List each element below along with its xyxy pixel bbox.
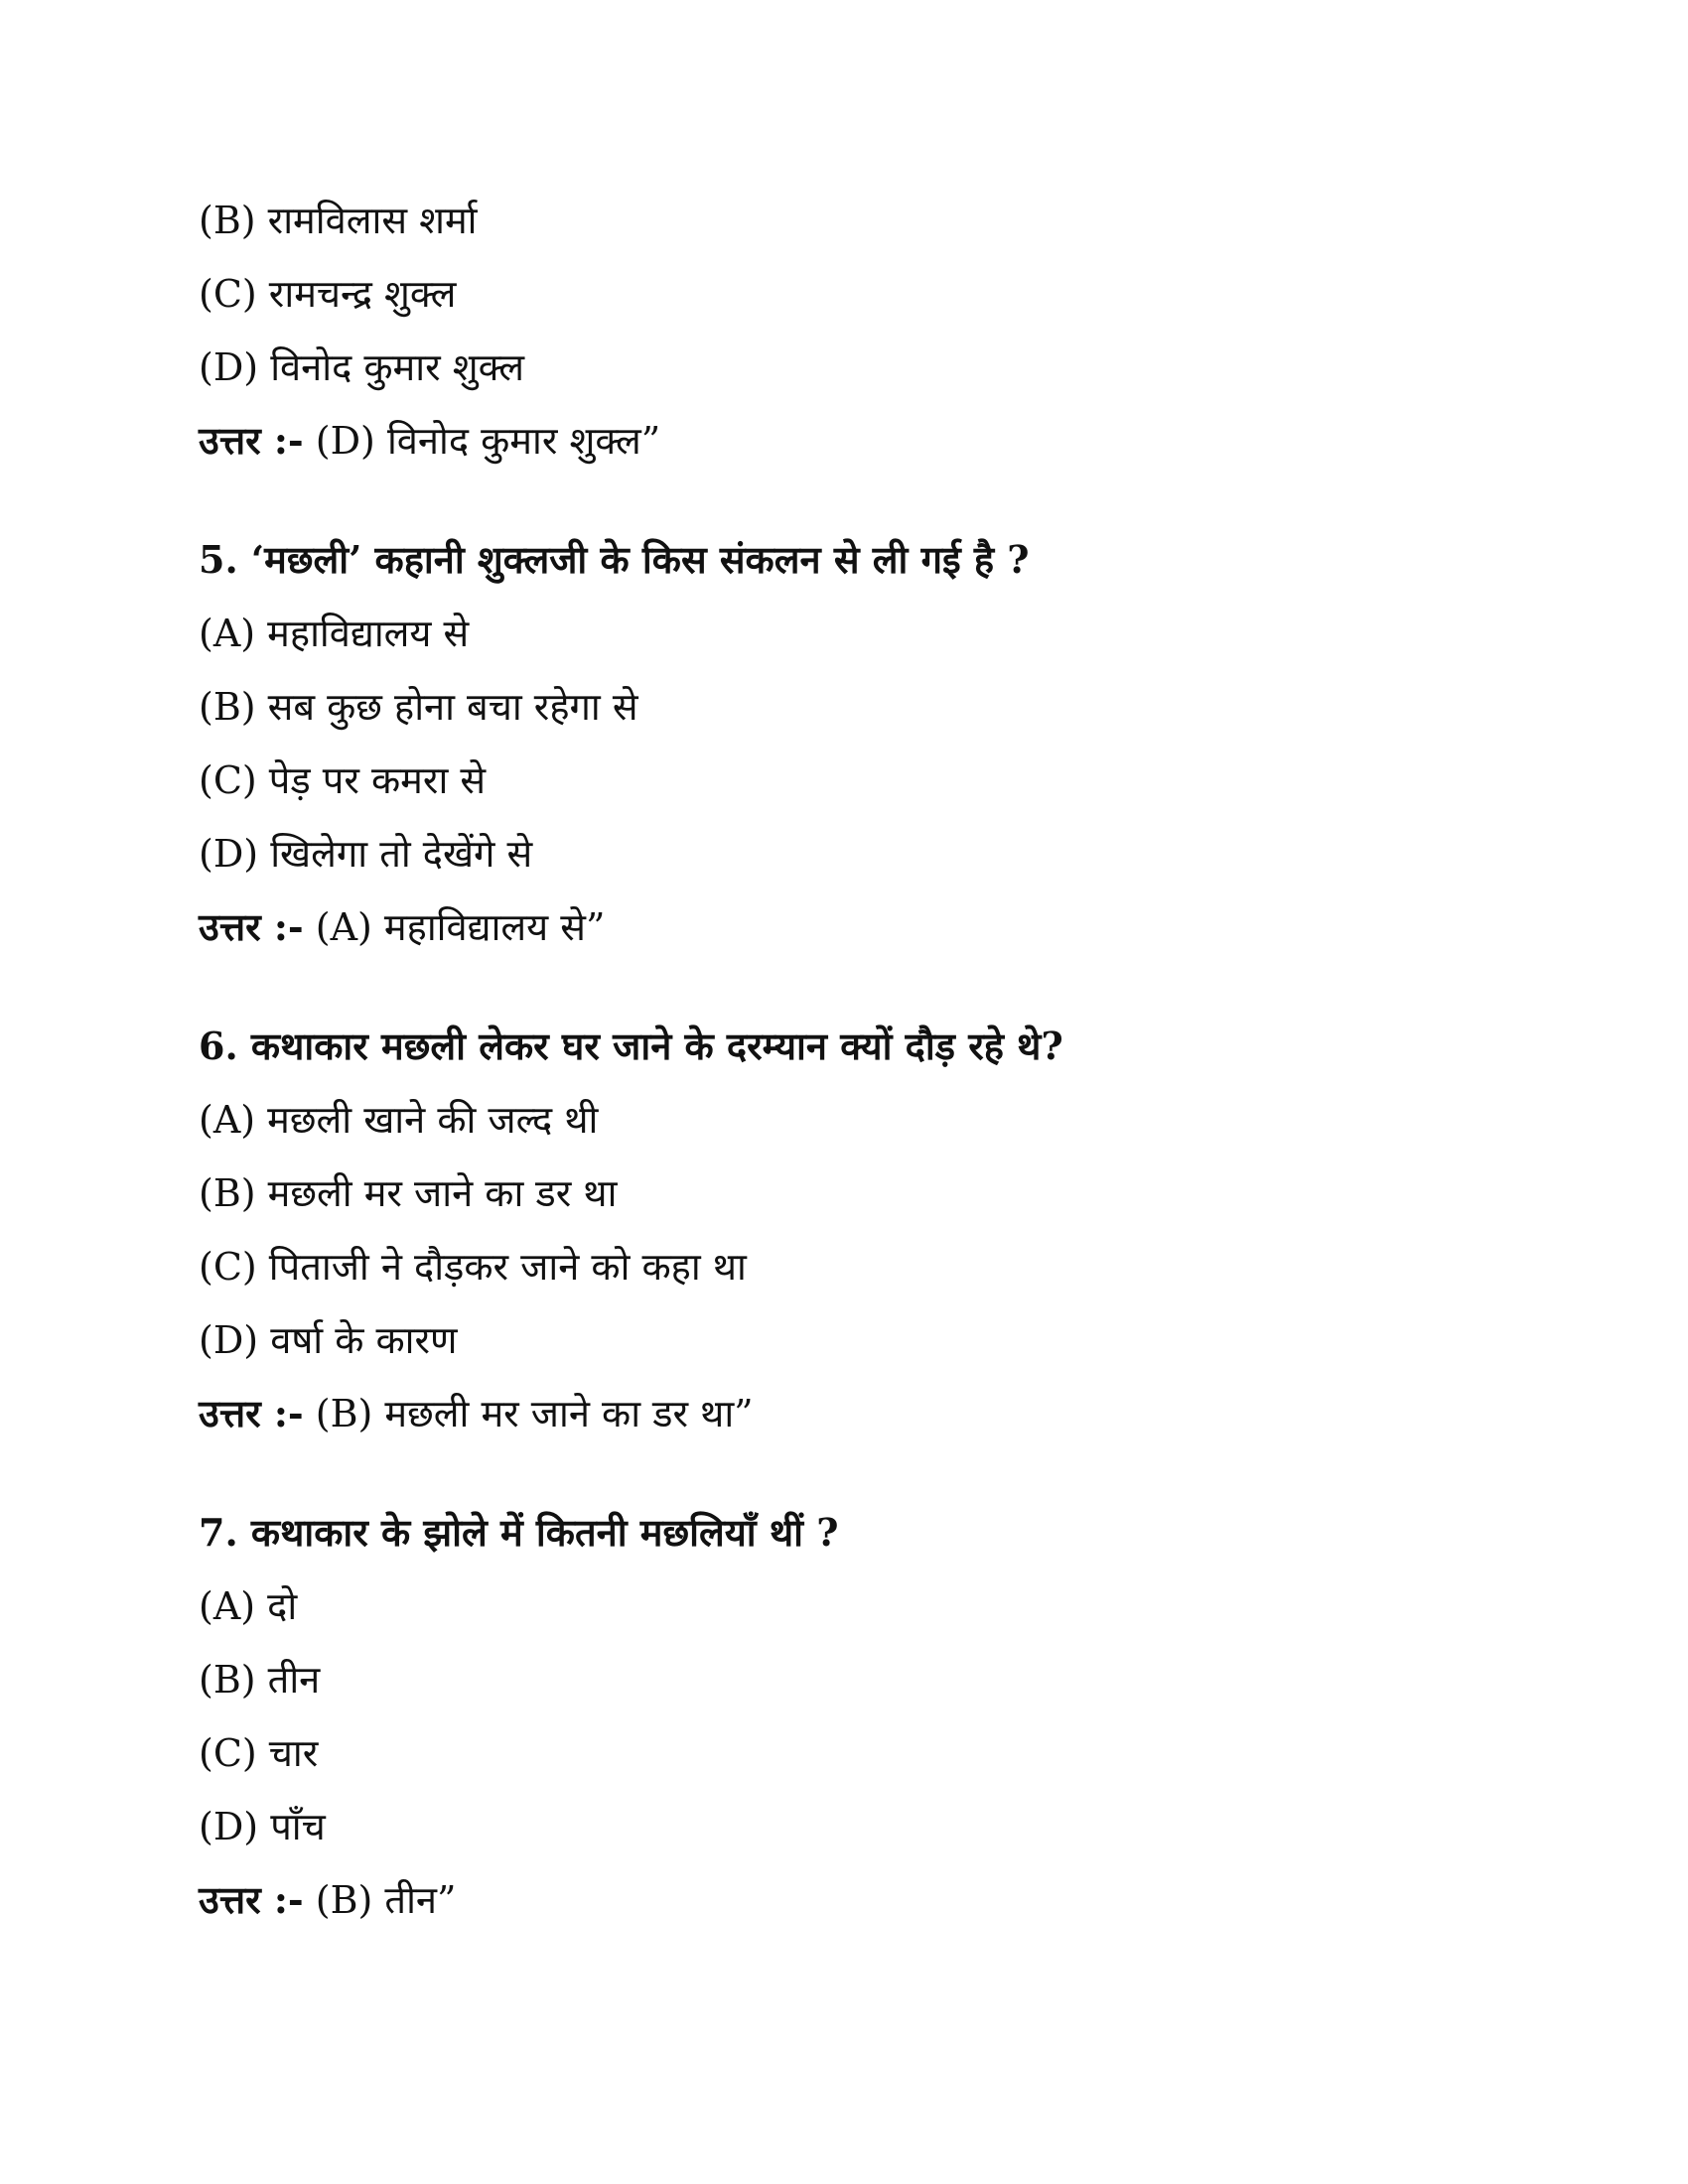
answer-label: उत्तर :- [199,418,304,463]
answer-label: उत्तर :- [199,1391,304,1435]
answer-text: (B) मछली मर जाने का डर था” [315,1392,754,1435]
option-d: (D) पाँच [199,1805,326,1848]
option-b: (B) सब कुछ होना बचा रहेगा से [199,685,638,729]
option-a: (A) महाविद्यालय से [199,612,470,655]
question-7: 7. कथाकार के झोले में कितनी मछलियाँ थीं ? [199,1510,839,1555]
answer-line [199,1390,754,1437]
answer-line [199,1876,456,1924]
option-c: (C) पिताजी ने दौड़कर जाने को कहा था [199,1245,747,1289]
answer-line [199,903,605,951]
option-d: (D) विनोद कुमार शुक्ल [199,345,525,389]
answer-text: (D) विनोद कुमार शुक्ल” [315,419,661,463]
option-b: (B) रामविलास शर्मा [199,199,478,242]
option-b: (B) तीन [199,1658,321,1702]
option-c: (C) रामचन्द्र शुक्ल [199,272,457,316]
answer-text: (A) महाविद्यालय से” [315,905,606,949]
option-c: (C) चार [199,1731,319,1775]
option-d: (D) वर्षा के कारण [199,1318,458,1362]
option-d: (D) खिलेगा तो देखेंगे से [199,832,533,876]
answer-label: उत्तर :- [199,1877,304,1922]
question-5: 5. ‘मछली’ कहानी शुक्लजी के किस संकलन से ली गई है ? [199,537,1030,582]
option-b: (B) मछली मर जाने का डर था [199,1171,618,1215]
answer-text: (B) तीन” [315,1878,457,1922]
option-a: (A) दो [199,1584,298,1628]
answer-label: उत्तर :- [199,904,304,949]
option-c: (C) पेड़ पर कमरा से [199,758,487,802]
question-6: 6. कथाकार मछली लेकर घर जाने के दरम्यान क्यों दौड़ रहे थे? [199,1024,1063,1068]
option-a: (A) मछली खाने की जल्द थी [199,1098,599,1142]
answer-line [199,417,660,465]
